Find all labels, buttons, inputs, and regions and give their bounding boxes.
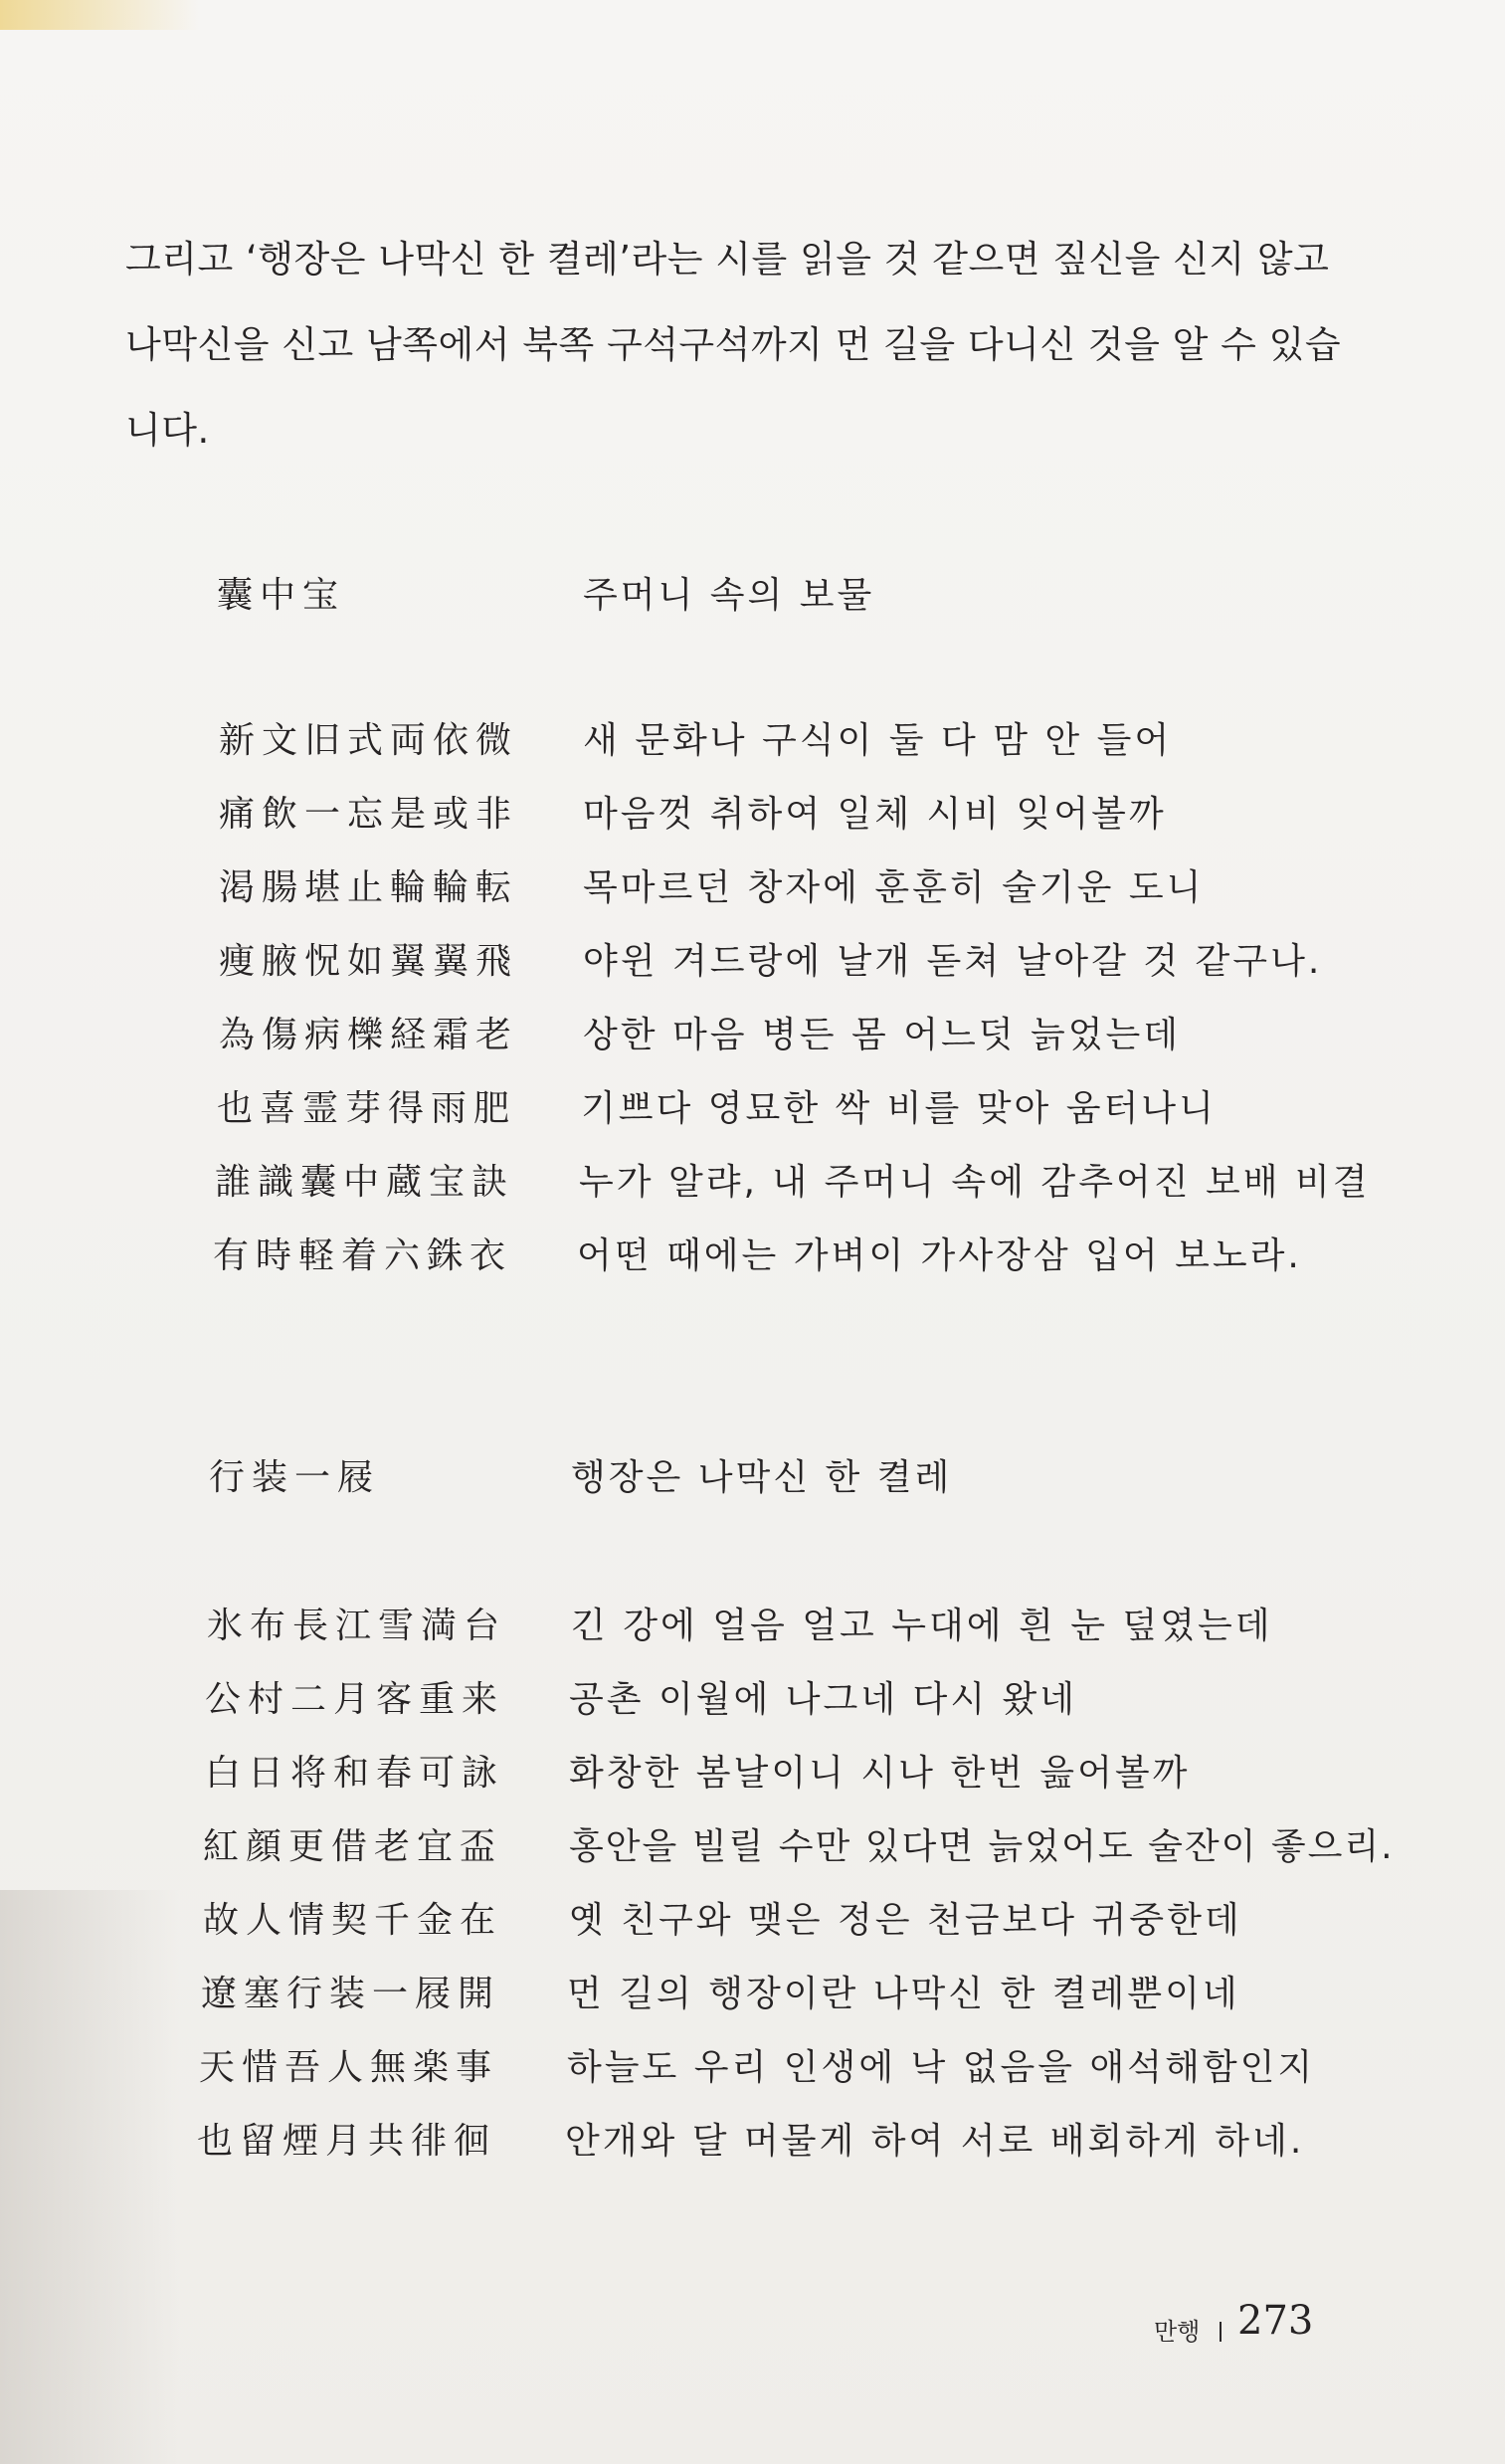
poem-1-line	[0, 712, 1505, 772]
poem-1-line-korean: 목마르던 창자에 훈훈히 술기운 도니	[583, 867, 1205, 908]
poem-1-line-hanja: 有時軽着六銖衣	[213, 1235, 513, 1276]
poem-1-line	[0, 859, 1505, 919]
poem-2-line-hanja: 天惜吾人無楽事	[199, 2047, 499, 2088]
poem-1-line-korean: 누가 알랴, 내 주머니 속에 감추어진 보배 비결	[579, 1162, 1371, 1203]
poem-1-line	[0, 1154, 1505, 1214]
page-number: 273	[1237, 2298, 1314, 2344]
poem-1-line-korean: 어떤 때에는 가벼이 가사장삼 입어 보노라.	[577, 1235, 1302, 1276]
poem-2-line-hanja: 故人情契千金在	[203, 1900, 503, 1941]
poem-2-line	[0, 1671, 1505, 1731]
poem-2-line-korean: 화창한 봄날이니 시나 한번 읊어볼까	[569, 1753, 1191, 1794]
poem-1-line	[0, 1080, 1505, 1140]
poem-1-line-hanja: 也喜霊芽得雨肥	[217, 1088, 517, 1129]
poem-1-line-hanja: 痛飲一忘是或非	[219, 794, 519, 835]
poem-1-line-korean: 기쁘다 영묘한 싹 비를 맞아 움터나니	[581, 1088, 1217, 1129]
poem-1-line-korean: 마음껏 취하여 일체 시비 잊어볼까	[583, 794, 1167, 835]
poem-1-line-korean: 야윈 겨드랑에 날개 돋쳐 날아갈 것 같구나.	[583, 941, 1323, 982]
poem-1-line	[0, 1007, 1505, 1066]
poem-2-title-korean: 행장은 나막신 한 켤레	[571, 1457, 953, 1498]
poem-2-line-hanja: 公村二月客重来	[205, 1679, 505, 1720]
poem-2-line-korean: 하늘도 우리 인생에 낙 없음을 애석해함인지	[567, 2047, 1316, 2088]
poem-1-title-korean: 주머니 속의 보물	[583, 575, 875, 616]
poem-1-line-hanja: 誰識囊中蔵宝訣	[215, 1162, 515, 1203]
poem-2-line-korean: 옛 친구와 맺은 정은 천금보다 귀중한데	[569, 1900, 1242, 1941]
poem-2-line-hanja: 紅顔更借老宜盃	[203, 1826, 503, 1867]
poem-2-line-hanja: 也留煙月共徘徊	[197, 2121, 497, 2162]
page-footer	[1154, 2298, 1412, 2358]
poem-1-line	[0, 786, 1505, 846]
poem-1-line-korean: 상한 마음 병든 몸 어느덧 늙었는데	[583, 1015, 1182, 1055]
intro-paragraph: 그리고 ‘행장은 나막신 한 켤레’라는 시를 읽을 것 같으면 짚신을 신지 않고 나막신을 신고 남쪽에서 북쪽 구석구석까지 먼 길을 다니신 것을 알 수 있습니다.	[125, 238, 1342, 452]
poem-1-line-hanja: 渇腸堪止輪輪転	[219, 867, 519, 908]
poem-2-line-korean: 공촌 이월에 나그네 다시 왔네	[569, 1679, 1078, 1720]
poem-2-line-korean: 먼 길의 행장이란 나막신 한 켤레뿐이네	[567, 1974, 1240, 2014]
poem-2-line-hanja: 白日将和春可詠	[205, 1753, 505, 1794]
poem-2-line	[0, 1892, 1505, 1952]
poem-1-title-hanja: 囊中宝	[217, 575, 346, 616]
poem-1-line-hanja: 痩腋怳如翼翼飛	[219, 941, 519, 982]
footer-divider	[1220, 2322, 1222, 2342]
poem-2-line	[0, 1966, 1505, 2025]
poem-2-line-korean: 긴 강에 얼음 얼고 누대에 흰 눈 덮였는데	[571, 1606, 1273, 1646]
poem-1-title-row	[0, 567, 1505, 627]
poem-2-line-hanja: 氷布長江雪満台	[207, 1606, 507, 1646]
poem-1-line-korean: 새 문화나 구식이 둘 다 맘 안 들어	[583, 720, 1173, 761]
poem-2-line	[0, 1745, 1505, 1804]
poem-2-title-row	[0, 1449, 1505, 1509]
poem-1-line-hanja: 為傷病櫟経霜老	[219, 1015, 519, 1055]
poem-2-line-korean: 홍안을 빌릴 수만 있다면 늙었어도 술잔이 좋으리.	[569, 1826, 1395, 1867]
page-corner-shadow	[0, 0, 199, 30]
poem-2-line	[0, 1818, 1505, 1878]
poem-2-line	[0, 1598, 1505, 1657]
poem-2-line-korean: 안개와 달 머물게 하여 서로 배회하게 하네.	[565, 2121, 1305, 2162]
poem-1-line	[0, 933, 1505, 993]
poem-2-title-hanja: 行装一屐	[209, 1457, 381, 1498]
footer-section-label: 만행	[1154, 2318, 1201, 2346]
poem-1-line	[0, 1228, 1505, 1287]
poem-2-line-hanja: 遼塞行装一屐開	[201, 1974, 501, 2014]
poem-2-line	[0, 2039, 1505, 2099]
poem-2-line	[0, 2113, 1505, 2173]
poem-1-line-hanja: 新文旧式両依微	[219, 720, 519, 761]
